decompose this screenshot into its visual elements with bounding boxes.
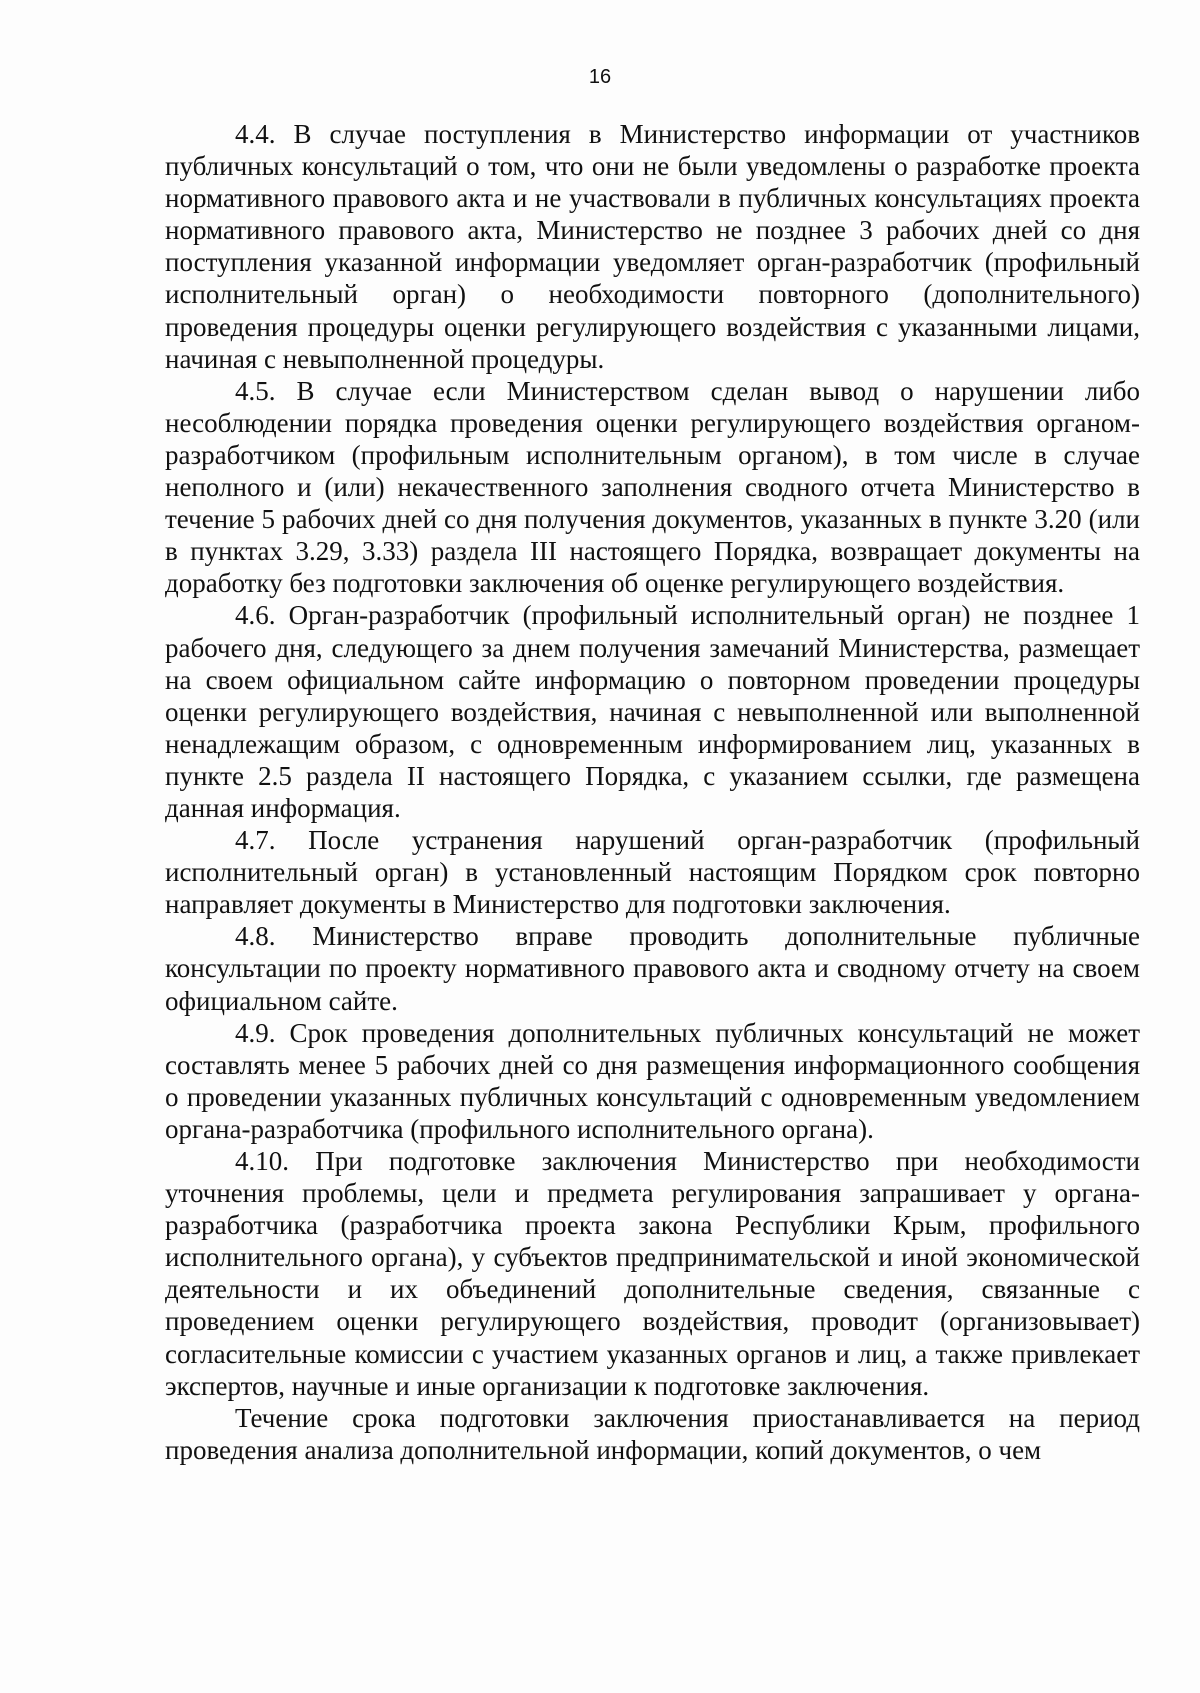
- paragraph-4-6: 4.6. Орган-разработчик (профильный исполнительный орган) не позднее 1 рабочего дня, следующего за днем получения замечаний Министерства, размещает на своем официальном сайте информацию о повторном проведении процедуры оценки регулирующего воздействия, начиная с невыполненной или выполненной ненадлежащим образом, с одновременным информированием лиц, указанных в пункте 2.5 раздела II настоящего Порядка, с указанием ссылки, где размещена данная информация.: [165, 600, 1140, 823]
- paragraph-4-7: 4.7. После устранения нарушений орган-разработчик (профильный исполнительный орган) в установленный настоящим Порядком срок повторно направляет документы в Министерство для подготовки заключения.: [165, 825, 1140, 920]
- document-body: [165, 118, 1140, 1466]
- paragraph-4-10: 4.10. При подготовке заключения Министерство при необходимости уточнения проблемы, цели и предмета регулирования запрашивает у органа-разработчика (разработчика проекта закона Республики Крым, профильного исполнительного органа), у субъектов предпринимательской и иной экономической деятельности и их объединений дополнительные сведения, связанные с проведением оценки регулирующего воздействия, проводит (организовывает) согласительные комиссии с участием указанных органов и лиц, а также привлекает экспертов, научные и иные организации к подготовке заключения.: [165, 1146, 1140, 1401]
- page-number: 16: [588, 66, 612, 88]
- paragraph-4-4: 4.4. В случае поступления в Министерство информации от участников публичных консультаций о том, что они не были уведомлены о разработке проекта нормативного правового акта и не участвовали в публичных консультациях проекта нормативного правового акта, Министерство не позднее 3 рабочих дней со дня поступления указанной информации уведомляет орган-разработчик (профильный исполнительный орган) о необходимости повторного (дополнительного) проведения процедуры оценки регулирующего воздействия с указанными лицами, начиная с невыполненной процедуры.: [165, 119, 1140, 374]
- paragraph-4-5: 4.5. В случае если Министерством сделан вывод о нарушении либо несоблюдении порядка проведения оценки регулирующего воздействия органом-разработчиком (профильным исполнительным органом), в том числе в случае неполного и (или) некачественного заполнения сводного отчета Министерство в течение 5 рабочих дней со дня получения документов, указанных в пункте 3.20 (или в пунктах 3.29, 3.33) раздела III настоящего Порядка, возвращает документы на доработку без подготовки заключения об оценке регулирующего воздействия.: [165, 375, 1140, 599]
- paragraph-continuation: Течение срока подготовки заключения приостанавливается на период проведения анализа дополнительной информации, копий документов, о чем: [165, 1402, 1140, 1465]
- paragraph-4-9: 4.9. Срок проведения дополнительных публичных консультаций не может составлять менее 5 рабочих дней со дня размещения информационного сообщения о проведении указанных публичных консультаций с одновременным уведомлением органа-разработчика (профильного исполнительного органа).: [165, 1017, 1140, 1144]
- paragraph-4-8: 4.8. Министерство вправе проводить дополнительные публичные консультации по проекту нормативного правового акта и сводному отчету на своем официальном сайте.: [165, 921, 1140, 1016]
